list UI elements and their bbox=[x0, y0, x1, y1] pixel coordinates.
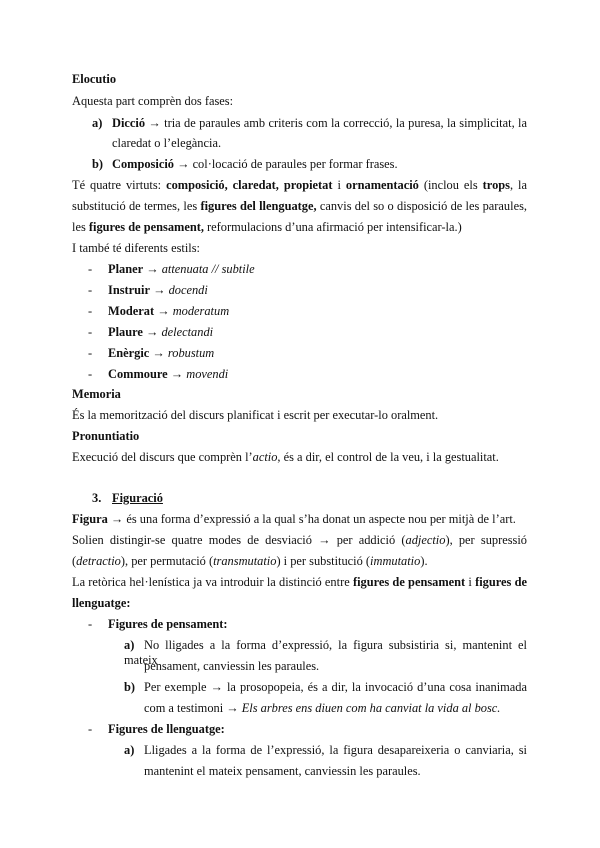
phase-a-line1: a) Dicció → tria de paraules amb criteris com la correcció, la puresa, la simplicitat, la bbox=[92, 116, 527, 130]
memoria-text: És la memorització del discurs planificat i escrit per executar-lo oralment. bbox=[72, 408, 439, 422]
style-item: - Planer → attenuata // subtile bbox=[88, 262, 255, 276]
phase-a-line2: claredat o l’elegància. bbox=[112, 136, 222, 150]
memoria-heading: Memoria bbox=[72, 387, 121, 401]
style-item: - Enèrgic → robustum bbox=[88, 346, 215, 360]
section-heading: 3. Figuració bbox=[92, 491, 163, 505]
pronuntiatio-text: Execució del discurs que comprèn l’actio, és a dir, el control de la veu, i la gestualitat. bbox=[72, 450, 499, 464]
distinction-line2: llenguatge: bbox=[72, 596, 131, 610]
group-item-line2: pensament, canviessin les paraules. bbox=[144, 659, 320, 673]
style-item: - Commoure → movendi bbox=[88, 367, 229, 381]
phase-b: b) Composició → col·locació de paraules per formar frases. bbox=[92, 157, 398, 171]
elocutio-intro: Aquesta part comprèn dos fases: bbox=[72, 94, 234, 108]
modes-line1: Solien distingir-se quatre modes de desviació → per addició (adjectio), per supressió bbox=[72, 533, 527, 547]
group-item-line2: com a testimoni → Els arbres ens diuen com ha canviat la vida al bosc. bbox=[144, 701, 501, 715]
style-item: - Plaure → delectandi bbox=[88, 325, 214, 339]
modes-line2: (detractio), per permutació (transmutatio) i per substitució (immutatio). bbox=[72, 554, 428, 568]
distinction-line1: La retòrica hel·lenística ja va introduir la distinció entre figures de pensament i figures de bbox=[72, 575, 527, 589]
virtues-line2: substitució de termes, les figures del llenguatge, canvis del so o disposició de les paraules, bbox=[72, 199, 527, 213]
group-item-line2: mantenint el mateix pensament, canviessin les paraules. bbox=[144, 764, 421, 778]
style-item: - Instruir → docendi bbox=[88, 283, 208, 297]
virtues-line3: les figures de pensament, reformulacions d’una afirmació per intensificar-la.) bbox=[72, 220, 462, 234]
style-item: - Moderat → moderatum bbox=[88, 304, 230, 318]
group-item-line1: a) No lligades a la forma d’expressió, la figura subsistiria si, mantenint el mateix bbox=[124, 638, 527, 667]
pronuntiatio-heading: Pronuntiatio bbox=[72, 429, 140, 443]
group-title: - Figures de pensament: bbox=[88, 617, 228, 631]
group-item-line1: b) Per exemple → la prosopopeia, és a dir, la invocació d’una cosa inanimada bbox=[124, 680, 527, 694]
virtues-line1: Té quatre virtuts: composició, claredat, propietat i ornamentació (inclou els trops, la bbox=[72, 178, 528, 192]
group-item-line1: a) Lligades a la forma de l’expressió, la figura desapareixeria o canviaria, si bbox=[124, 743, 527, 757]
group-title: - Figures de llenguatge: bbox=[88, 722, 225, 736]
figura-definition: Figura → és una forma d’expressió a la qual s’ha donat un aspecte nou per mitjà de l’art. bbox=[72, 512, 516, 526]
styles-intro: I també té diferents estils: bbox=[72, 241, 200, 255]
elocutio-heading: Elocutio bbox=[72, 72, 117, 86]
